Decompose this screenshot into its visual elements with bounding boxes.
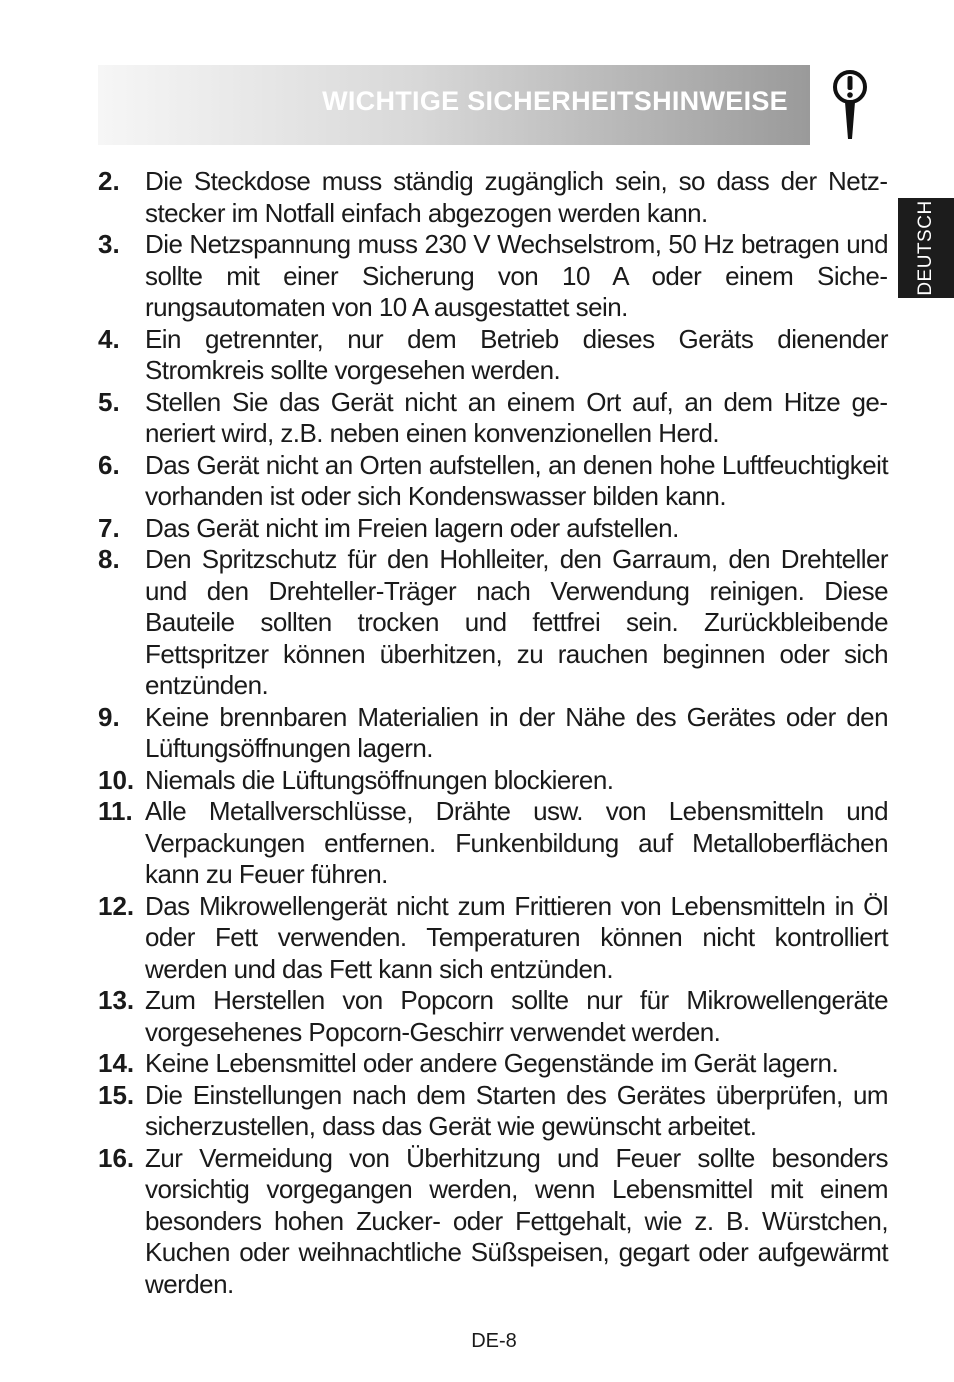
list-item	[98, 324, 888, 387]
list-item	[98, 450, 888, 513]
list-item	[98, 702, 888, 765]
item-text: Den Spritzschutz für den Hohlleiter, den Garraum, den Drehteller und den Drehteller-Träger nach Verwendung reinigen. Diese Bauteile sollten trocken und fettfrei sein. Zurückbleibende Fettspritzer können überhitzen, zu rauchen beginnen oder sich entzünden.	[145, 544, 888, 700]
item-number: 10.	[98, 764, 135, 795]
list-item	[98, 229, 888, 324]
item-number: 7.	[98, 512, 120, 543]
item-number: 11.	[98, 796, 133, 826]
item-text: Das Gerät nicht an Orten aufstellen, an denen hohe Luftfeuchtigkeit vorhanden ist oder sich Kondenswasser bilden kann.	[145, 449, 888, 511]
list-item	[98, 796, 888, 891]
item-number: 16.	[98, 1142, 135, 1173]
item-number: 2.	[98, 166, 120, 196]
list-item	[98, 544, 888, 702]
item-number: 13.	[98, 985, 135, 1015]
item-text: Keine brennbaren Materialien in der Nähe des Gerätes oder den Lüftungsöffnungen lagern.	[145, 701, 888, 763]
list-item	[98, 513, 888, 545]
item-number: 6.	[98, 449, 120, 480]
item-text: Alle Metallverschlüsse, Drähte usw. von Lebensmitteln und Verpackungen entfernen. Funkenbildung auf Metalloberflächen kann zu Feuer führen.	[145, 796, 888, 889]
item-number: 3.	[98, 229, 120, 259]
section-title: WICHTIGE SICHERHEITSHINWEISE	[322, 86, 788, 116]
language-tab	[898, 198, 954, 298]
list-item	[98, 1143, 888, 1301]
exclamation-magnifier-icon	[830, 67, 870, 143]
item-number: 4.	[98, 323, 120, 354]
item-text: Keine Lebensmittel oder andere Gegenstände im Gerät lagern.	[145, 1048, 839, 1078]
list-item	[98, 166, 888, 229]
section-header-bar	[98, 65, 810, 145]
item-text: Zur Vermeidung von Überhitzung und Feuer sollte besonders vorsichtig vorgegangen werden, wenn Lebensmittel mit einem besonders hohen Zucker- oder Fettgehalt, wie z. B. Würstchen, Kuchen oder weihnachtliche Süßspeisen, gegart oder aufgewärmt werden.	[145, 1142, 888, 1299]
item-text: Das Gerät nicht im Freien lagern oder aufstellen.	[145, 512, 679, 543]
list-item	[98, 891, 888, 986]
item-text: Zum Herstellen von Popcorn sollte nur für Mikrowellengeräte vorgesehenes Popcorn-Geschirr verwendet werden.	[145, 985, 888, 1047]
list-item	[98, 765, 888, 797]
item-number: 12.	[98, 890, 135, 921]
item-text: Stellen Sie das Gerät nicht an einem Ort auf, an dem Hitze generiert wird, z.B. neben einen konvenzionellen Herd.	[145, 386, 888, 448]
page-number: DE-8	[471, 1330, 517, 1352]
item-text: Niemals die Lüftungsöffnungen blockieren.	[145, 764, 614, 795]
list-item	[98, 985, 888, 1048]
list-item	[98, 1080, 888, 1143]
item-text: Die Steckdose muss ständig zugänglich sein, so dass der Netzstecker im Notfall einfach abgezogen werden kann.	[145, 166, 888, 228]
item-number: 15.	[98, 1079, 135, 1110]
safety-instructions-list	[98, 166, 888, 1300]
language-tab-label: DEUTSCH	[915, 200, 936, 296]
list-item	[98, 1048, 888, 1080]
item-number: 14.	[98, 1048, 135, 1078]
item-text: Die Netzspannung muss 230 V Wechselstrom, 50 Hz betragen und sollte mit einer Sicherung von 10 A oder einem Sicherungsautomaten von 10 A ausgestattet sein.	[145, 229, 888, 322]
item-number: 8.	[98, 544, 120, 574]
list-item	[98, 387, 888, 450]
header-icon-box	[810, 65, 888, 145]
item-number: 9.	[98, 701, 120, 732]
item-text: Die Einstellungen nach dem Starten des Gerätes überprüfen, um sicherzustellen, dass das Gerät wie gewünscht arbeitet.	[145, 1079, 888, 1141]
item-text: Das Mikrowellengerät nicht zum Frittieren von Lebensmitteln in Öl oder Fett verwenden. Temperaturen können nicht kontrolliert werden und das Fett kann sich entzünden.	[145, 890, 888, 984]
item-number: 5.	[98, 386, 120, 417]
item-text: Ein getrennter, nur dem Betrieb dieses Geräts dienender Stromkreis sollte vorgesehen werden.	[145, 323, 888, 385]
